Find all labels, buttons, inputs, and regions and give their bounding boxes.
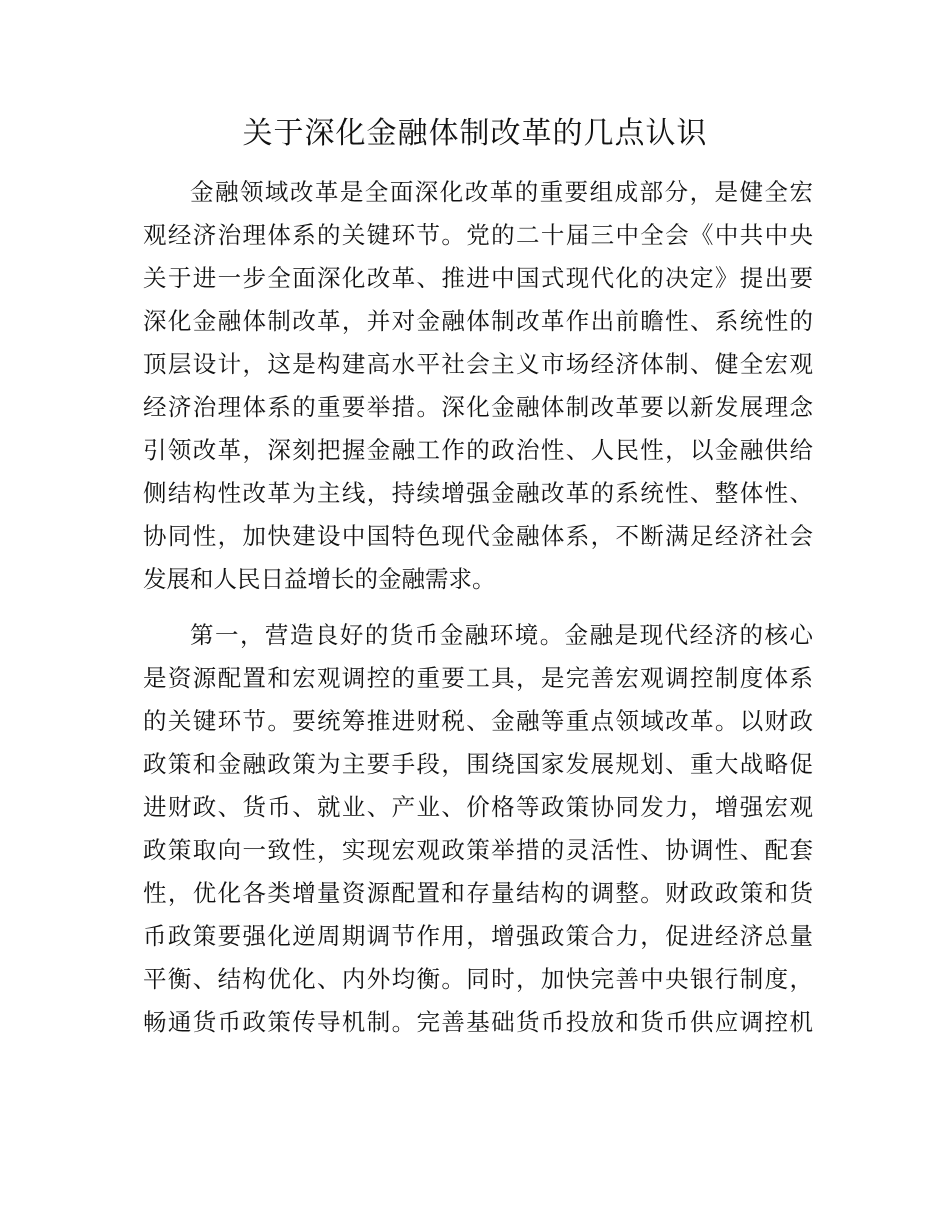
paragraph-line: 进财政、货币、就业、产业、价格等政策协同发力，增强宏观 [143, 793, 813, 821]
paragraph-line: 深化金融体制改革，并对金融体制改革作出前瞻性、系统性的 [143, 307, 813, 335]
paragraph-line: 观经济治理体系的关键环节。党的二十届三中全会《中共中央 [143, 221, 813, 249]
paragraph-line: 币政策要强化逆周期调节作用，增强政策合力，促进经济总量 [143, 922, 813, 950]
paragraph-line: 平衡、结构优化、内外均衡。同时，加快完善中央银行制度， [143, 965, 813, 993]
paragraph-line: 引领改革，深刻把握金融工作的政治性、人民性，以金融供给 [143, 436, 813, 464]
paragraph-line: 金融领域改革是全面深化改革的重要组成部分，是健全宏 [190, 178, 813, 206]
paragraph-line: 的关键环节。要统筹推进财税、金融等重点领域改革。以财政 [143, 707, 813, 735]
paragraph-line: 顶层设计，这是构建高水平社会主义市场经济体制、健全宏观 [143, 350, 813, 378]
paragraph-line: 经济治理体系的重要举措。深化金融体制改革要以新发展理念 [143, 393, 813, 421]
paragraph-line: 性，优化各类增量资源配置和存量结构的调整。财政政策和货 [143, 879, 813, 907]
document-title: 关于深化金融体制改革的几点认识 [242, 116, 708, 151]
paragraph-2 [143, 614, 813, 1044]
paragraph-line: 畅通货币政策传导机制。完善基础货币投放和货币供应调控机 [143, 1008, 813, 1036]
paragraph-line: 关于进一步全面深化改革、推进中国式现代化的决定》提出要 [143, 264, 813, 292]
paragraph-line: 第一，营造良好的货币金融环境。金融是现代经济的核心 [190, 621, 813, 649]
paragraph-line: 政策取向一致性，实现宏观政策举措的灵活性、协调性、配套 [143, 836, 813, 864]
paragraph-line: 侧结构性改革为主线，持续增强金融改革的系统性、整体性、 [143, 479, 813, 507]
paragraph-line: 是资源配置和宏观调控的重要工具，是完善宏观调控制度体系 [143, 664, 813, 692]
paragraph-line: 发展和人民日益增长的金融需求。 [143, 565, 496, 593]
paragraph-line: 政策和金融政策为主要手段，围绕国家发展规划、重大战略促 [143, 750, 813, 778]
paragraph-1 [143, 171, 813, 601]
paragraph-line: 协同性，加快建设中国特色现代金融体系，不断满足经济社会 [143, 522, 813, 550]
